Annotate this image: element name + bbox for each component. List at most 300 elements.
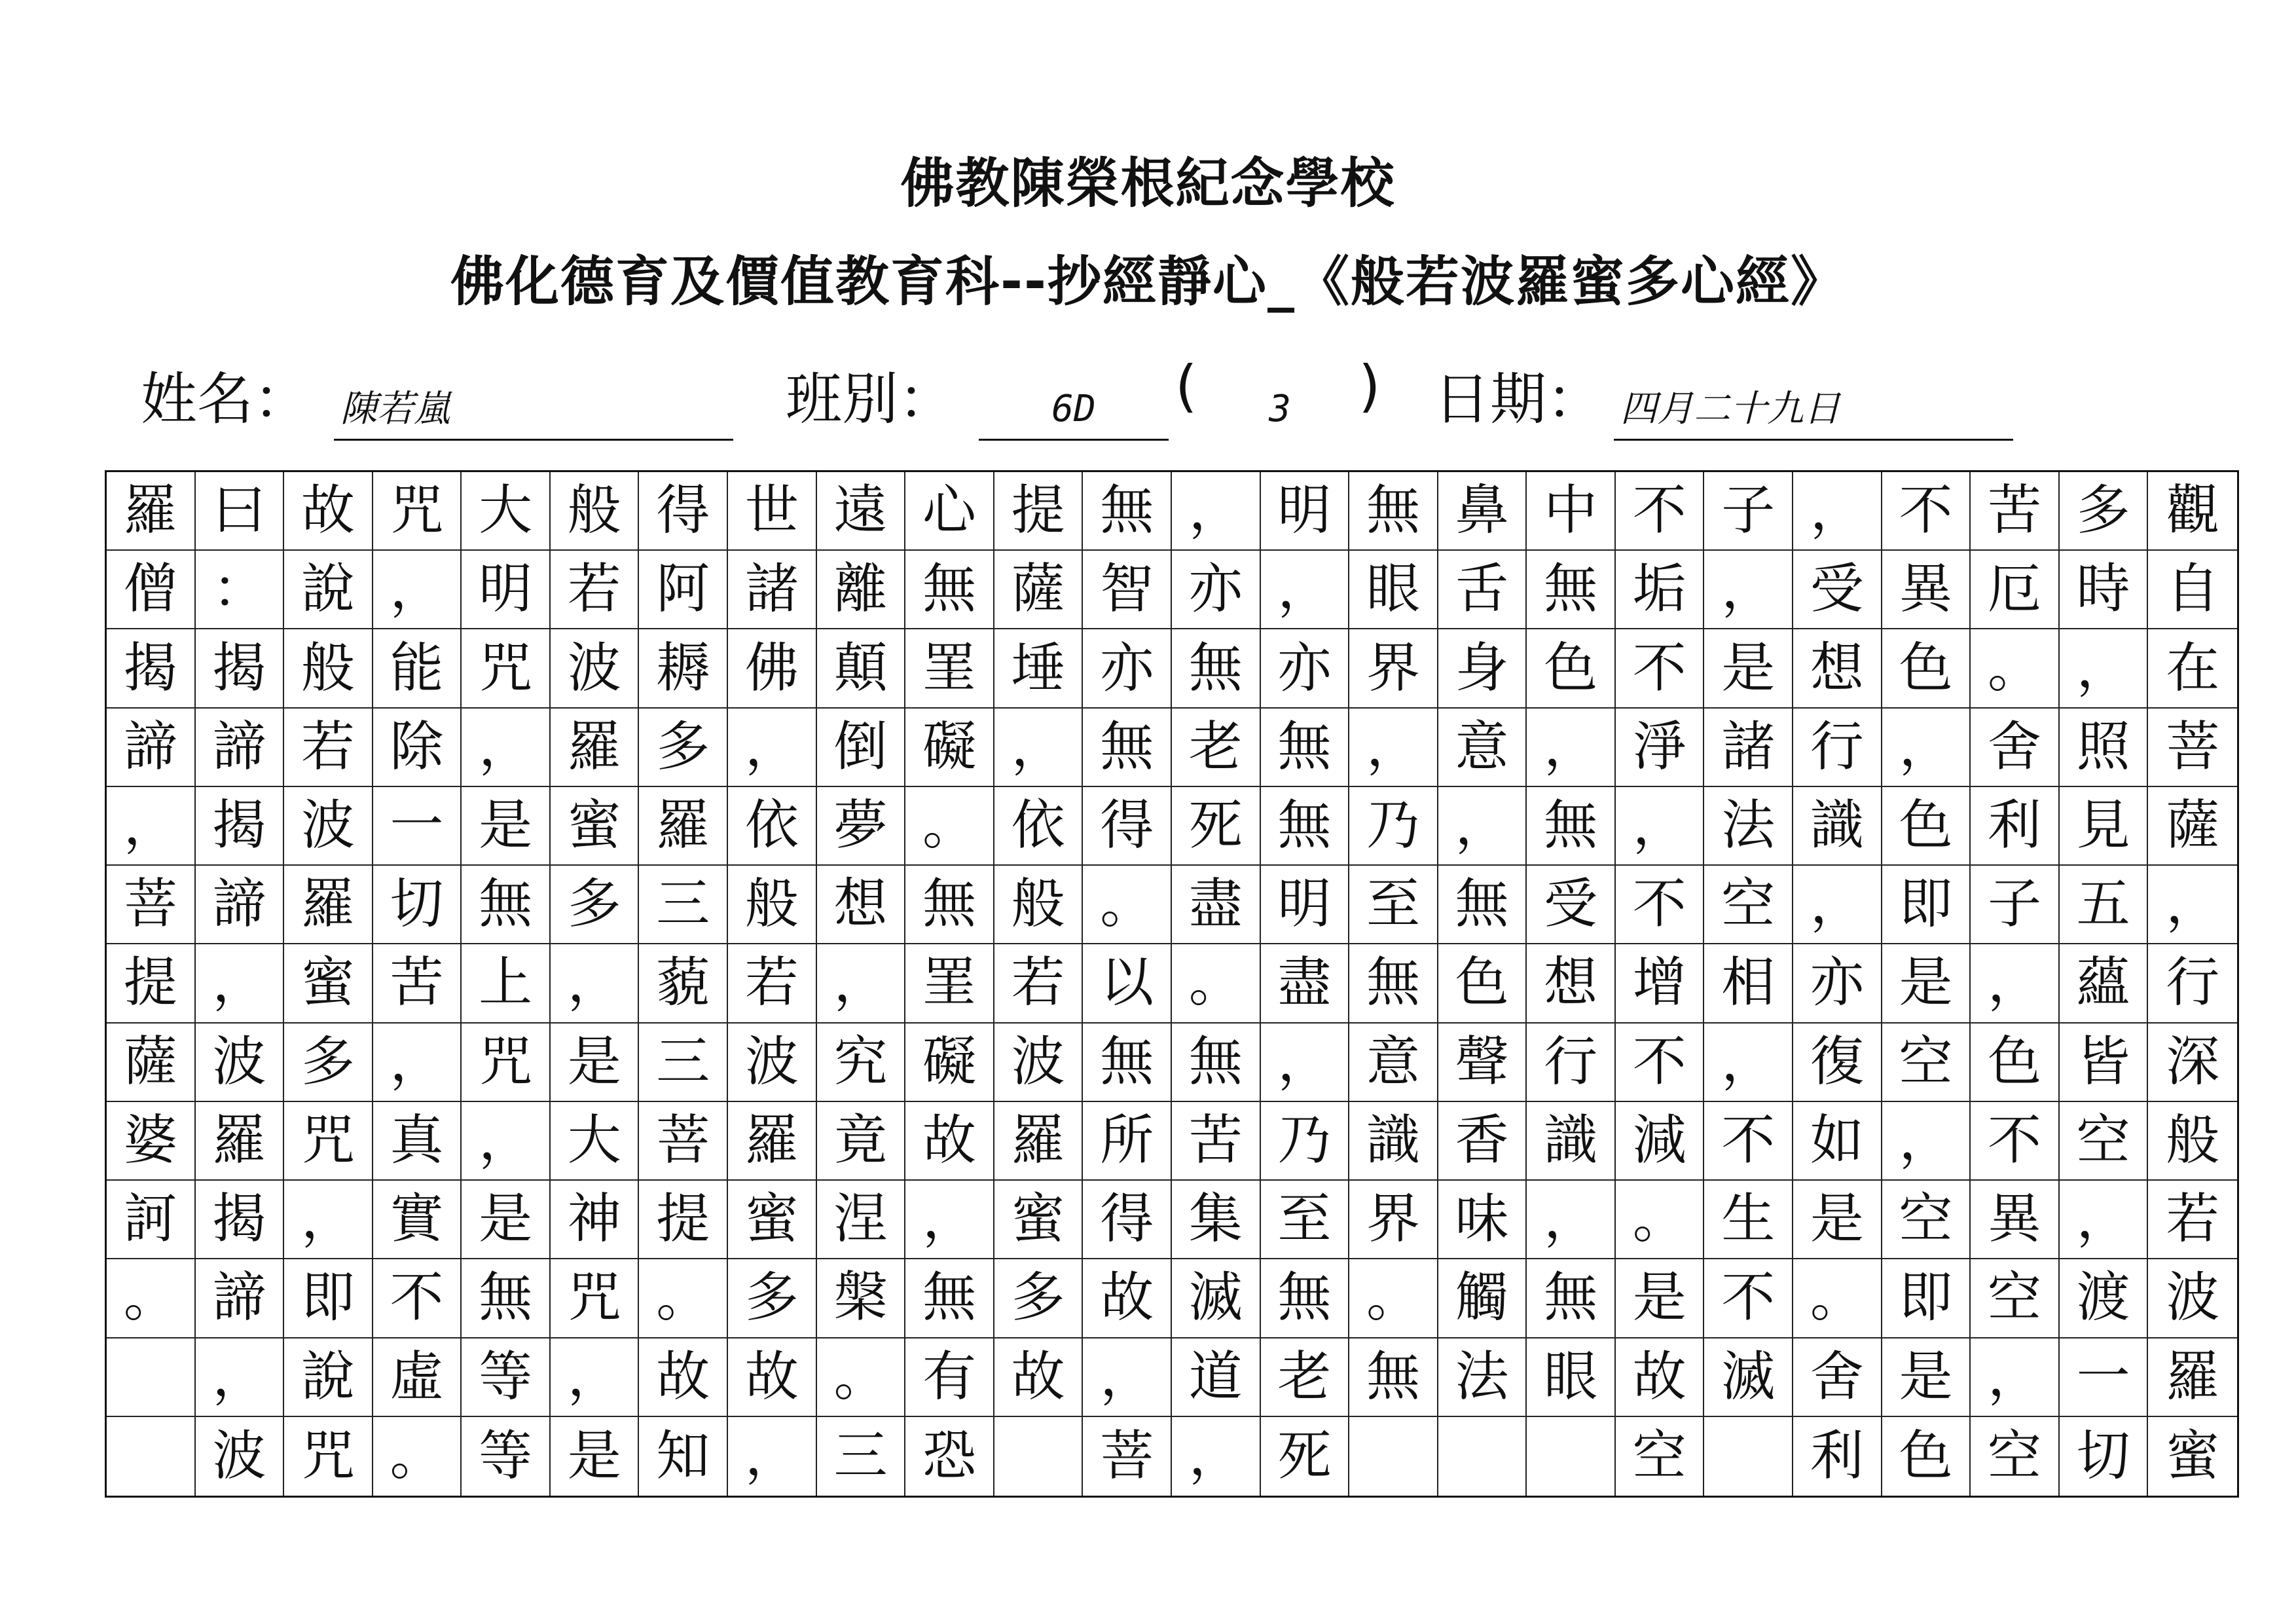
grid-cell: 渡 <box>2060 1259 2149 1338</box>
grid-cell: 空 <box>1971 1259 2060 1338</box>
grid-cell: 若 <box>551 551 640 629</box>
grid-cell: 阿 <box>639 551 728 629</box>
grid-cell: 故 <box>284 472 373 551</box>
grid-cell: 等 <box>462 1417 551 1496</box>
grid-cell: 。 <box>1793 1259 1882 1338</box>
grid-cell: 眼 <box>1349 551 1438 629</box>
grid-cell: 波 <box>196 1417 285 1496</box>
grid-cell: 羅 <box>2148 1338 2237 1417</box>
grid-cell: 至 <box>1349 866 1438 944</box>
grid-cell: 揭 <box>196 787 285 866</box>
grid-cell: 離 <box>817 551 906 629</box>
grid-cell: 識 <box>1793 787 1882 866</box>
grid-cell: 不 <box>1971 1102 2060 1181</box>
grid-cell: ， <box>1704 551 1793 629</box>
grid-cell: 故 <box>1083 1259 1172 1338</box>
grid-cell: 羅 <box>196 1102 285 1181</box>
grid-cell: 。 <box>1971 629 2060 708</box>
grid-cell: 生 <box>1704 1181 1793 1259</box>
grid-cell: ， <box>107 787 196 866</box>
grid-cell: 般 <box>728 866 817 944</box>
grid-cell: 依 <box>728 787 817 866</box>
grid-cell: 利 <box>1793 1417 1882 1496</box>
grid-cell: 聲 <box>1438 1024 1527 1102</box>
grid-cell: 無 <box>1527 551 1616 629</box>
grid-cell: 故 <box>1616 1338 1705 1417</box>
grid-cell: ， <box>1172 472 1261 551</box>
grid-cell: 蜜 <box>551 787 640 866</box>
grid-cell: ， <box>728 709 817 787</box>
grid-cell: 無 <box>1438 866 1527 944</box>
grid-cell: 心 <box>905 472 994 551</box>
grid-cell: 得 <box>1083 787 1172 866</box>
grid-cell: 五 <box>2060 866 2149 944</box>
grid-cell: 波 <box>994 1024 1084 1102</box>
grid-cell: 故 <box>905 1102 994 1181</box>
grid-cell: 復 <box>1793 1024 1882 1102</box>
grid-cell <box>1349 1417 1438 1496</box>
grid-cell: 切 <box>2060 1417 2149 1496</box>
grid-cell: ， <box>2060 629 2149 708</box>
grid-cell: 亦 <box>1793 944 1882 1023</box>
grid-cell: 識 <box>1349 1102 1438 1181</box>
grid-cell: 槃 <box>817 1259 906 1338</box>
grid-cell: 不 <box>1616 1024 1705 1102</box>
grid-cell: 是 <box>1704 629 1793 708</box>
grid-cell: 無 <box>1349 944 1438 1023</box>
grid-cell: ， <box>551 1338 640 1417</box>
grid-cell: 提 <box>639 1181 728 1259</box>
grid-cell: 若 <box>728 944 817 1023</box>
grid-cell: 提 <box>994 472 1084 551</box>
grid-cell: 苦 <box>1971 472 2060 551</box>
grid-cell: 受 <box>1793 551 1882 629</box>
grid-cell: 故 <box>728 1338 817 1417</box>
grid-cell: 說 <box>284 1338 373 1417</box>
grid-cell: ， <box>1793 472 1882 551</box>
grid-cell: 罣 <box>905 629 994 708</box>
grid-cell: 行 <box>1793 709 1882 787</box>
class-number-field[interactable]: 3 <box>1269 388 1291 430</box>
grid-cell: 在 <box>2148 629 2237 708</box>
form-row <box>0 354 2296 432</box>
grid-cell: 受 <box>1527 866 1616 944</box>
grid-cell: ， <box>1083 1338 1172 1417</box>
grid-cell: 蜜 <box>2166 1424 2220 1487</box>
grid-cell: 厄 <box>1971 551 2060 629</box>
grid-cell: 即 <box>1882 1259 1971 1338</box>
grid-cell: 蘊 <box>2060 944 2149 1023</box>
grid-cell: 滅 <box>1704 1338 1793 1417</box>
grid-cell: 實 <box>373 1181 462 1259</box>
grid-cell: 能 <box>373 629 462 708</box>
grid-cell: 僧 <box>107 551 196 629</box>
grid-cell: 舌 <box>1438 551 1527 629</box>
grid-cell: 。 <box>905 787 994 866</box>
grid-cell: 無 <box>1172 1024 1261 1102</box>
grid-cell: 色 <box>1882 787 1971 866</box>
grid-cell: 波 <box>728 1024 817 1102</box>
grid-cell: 法 <box>1704 787 1793 866</box>
grid-cell: 世 <box>728 472 817 551</box>
grid-cell: 多 <box>284 1024 373 1102</box>
grid-cell: 死 <box>1261 1417 1350 1496</box>
grid-cell: 薩 <box>994 551 1084 629</box>
grid-cell: 羅 <box>284 866 373 944</box>
grid-cell: 若 <box>284 709 373 787</box>
grid-cell: 夢 <box>817 787 906 866</box>
grid-cell: 色 <box>1971 1024 2060 1102</box>
grid-cell: 菩 <box>1083 1417 1172 1496</box>
grid-cell: 無 <box>1527 1259 1616 1338</box>
grid-cell: 行 <box>1527 1024 1616 1102</box>
grid-cell: 是 <box>551 1417 640 1496</box>
grid-cell: 集 <box>1172 1181 1261 1259</box>
grid-cell: 無 <box>462 866 551 944</box>
grid-cell: 得 <box>639 472 728 551</box>
grid-cell: ， <box>1793 866 1882 944</box>
grid-cell: 故 <box>994 1338 1084 1417</box>
grid-cell: 是 <box>1793 1181 1882 1259</box>
grid-cell: 涅 <box>817 1181 906 1259</box>
grid-cell: 般 <box>284 629 373 708</box>
grid-cell: 諦 <box>107 709 196 787</box>
date-label: 日期： <box>1434 367 1603 432</box>
grid-cell: 香 <box>1438 1102 1527 1181</box>
grid-cell: 不 <box>373 1259 462 1338</box>
grid-cell: ， <box>994 709 1084 787</box>
grid-cell: 咒 <box>373 472 462 551</box>
grid-cell: 切 <box>373 866 462 944</box>
grid-cell: ， <box>905 1181 994 1259</box>
grid-cell: 三 <box>639 1024 728 1102</box>
grid-cell: 法 <box>1438 1338 1527 1417</box>
grid-cell: 不 <box>1704 1102 1793 1181</box>
grid-cell: 礙 <box>905 1024 994 1102</box>
grid-cell: 無 <box>905 866 994 944</box>
grid-cell: 多 <box>994 1259 1084 1338</box>
grid-cell: 是 <box>462 787 551 866</box>
grid-cell: 道 <box>1172 1338 1261 1417</box>
grid-cell: 咒 <box>284 1102 373 1181</box>
grid-cell: 咒 <box>462 1024 551 1102</box>
grid-cell: 菩 <box>2148 709 2237 787</box>
grid-cell: 薩 <box>107 1024 196 1102</box>
grid-cell: 無 <box>1261 709 1350 787</box>
grid-cell: 色 <box>1882 1417 1971 1496</box>
grid-cell <box>107 1417 196 1496</box>
number-open-paren: ( <box>1175 354 1197 419</box>
grid-cell: 遠 <box>817 472 906 551</box>
grid-cell: ， <box>817 944 906 1023</box>
grid-cell: 即 <box>284 1259 373 1338</box>
grid-cell: 所 <box>1083 1102 1172 1181</box>
grid-cell: 意 <box>1349 1024 1438 1102</box>
grid-cell: 空 <box>1882 1024 1971 1102</box>
grid-cell: 淨 <box>1616 709 1705 787</box>
grid-cell: 亦 <box>1172 551 1261 629</box>
grid-cell: ， <box>551 944 640 1023</box>
grid-cell: 舍 <box>1971 709 2060 787</box>
grid-cell: 身 <box>1438 629 1527 708</box>
grid-cell: 般 <box>551 472 640 551</box>
grid-cell: 是 <box>1882 944 1971 1023</box>
number-close-paren: ) <box>1358 354 1381 419</box>
grid-cell: 皆 <box>2060 1024 2149 1102</box>
grid-cell: 倒 <box>817 709 906 787</box>
grid-cell: 是 <box>462 1181 551 1259</box>
grid-cell: 空 <box>1616 1417 1705 1496</box>
grid-cell: ， <box>1882 1102 1971 1181</box>
grid-cell: ， <box>196 1338 285 1417</box>
grid-cell: 至 <box>1261 1181 1350 1259</box>
grid-cell: 無 <box>905 1259 994 1338</box>
grid-cell: 菩 <box>639 1102 728 1181</box>
grid-cell: 佛 <box>728 629 817 708</box>
grid-cell: 亦 <box>1261 629 1350 708</box>
name-label: 姓名： <box>141 367 310 432</box>
grid-cell: 神 <box>551 1181 640 1259</box>
grid-cell: 老 <box>1172 709 1261 787</box>
grid-cell: 波 <box>196 1024 285 1102</box>
grid-cell: ， <box>1971 1338 2060 1417</box>
grid-cell: 舍 <box>1793 1338 1882 1417</box>
grid-cell: 。 <box>1172 944 1261 1023</box>
grid-cell: ， <box>1704 1024 1793 1102</box>
grid-cell: ， <box>1261 551 1350 629</box>
grid-cell: 菩 <box>107 866 196 944</box>
grid-cell: 觀 <box>2148 472 2237 551</box>
grid-cell: 羅 <box>107 472 196 551</box>
grid-cell: 羅 <box>639 787 728 866</box>
grid-cell: 空 <box>1704 866 1793 944</box>
grid-cell: 蜜 <box>728 1181 817 1259</box>
grid-cell: 子 <box>1704 472 1793 551</box>
grid-cell: 諦 <box>196 709 285 787</box>
grid-cell: ， <box>1882 709 1971 787</box>
grid-cell: 波 <box>551 629 640 708</box>
grid-cell: 乃 <box>1261 1102 1350 1181</box>
subject-title: 佛化德育及價值教育科--抄經靜心_《般若波羅蜜多心經》 <box>450 251 1846 313</box>
grid-cell: 異 <box>1971 1181 2060 1259</box>
grid-cell <box>107 1338 196 1417</box>
grid-cell: 智 <box>1083 551 1172 629</box>
grid-cell: 界 <box>1349 1181 1438 1259</box>
grid-cell: 一 <box>373 787 462 866</box>
grid-cell: 波 <box>284 787 373 866</box>
grid-cell: 即 <box>1882 866 1971 944</box>
school-title: 佛教陳榮根紀念學校 <box>900 153 1396 215</box>
grid-cell: ： <box>196 551 285 629</box>
grid-cell: 增 <box>1616 944 1705 1023</box>
grid-cell: 。 <box>817 1338 906 1417</box>
grid-cell: 是 <box>1616 1259 1705 1338</box>
grid-cell: 得 <box>1083 1181 1172 1259</box>
grid-cell: ， <box>1616 787 1705 866</box>
grid-cell: 是 <box>551 1024 640 1102</box>
grid-cell: 蜜 <box>284 944 373 1023</box>
grid-cell: 死 <box>1172 787 1261 866</box>
grid-cell: 無 <box>1172 629 1261 708</box>
grid-cell: 婆 <box>107 1102 196 1181</box>
grid-cell: 多 <box>728 1259 817 1338</box>
grid-cell: ， <box>284 1181 373 1259</box>
grid-cell: 恐 <box>905 1417 994 1496</box>
grid-cell: 無 <box>1349 472 1438 551</box>
date-field[interactable]: 四月二十九日 <box>1614 373 2013 441</box>
grid-cell: 無 <box>1261 1259 1350 1338</box>
grid-cell: 明 <box>462 551 551 629</box>
grid-cell: 三 <box>639 866 728 944</box>
grid-cell: 苦 <box>373 944 462 1023</box>
grid-cell: 若 <box>2148 1181 2237 1259</box>
grid-cell: 不 <box>1616 472 1705 551</box>
grid-cell: 想 <box>817 866 906 944</box>
grid-cell: 鼻 <box>1438 472 1527 551</box>
class-label: 班別： <box>786 367 955 432</box>
grid-cell: 照 <box>2060 709 2149 787</box>
grid-cell: 有 <box>905 1338 994 1417</box>
grid-cell: 無 <box>1261 787 1350 866</box>
grid-cell: 耨 <box>639 629 728 708</box>
grid-cell: 多 <box>2060 472 2149 551</box>
grid-cell: 羅 <box>994 1102 1084 1181</box>
grid-cell: 乃 <box>1349 787 1438 866</box>
grid-cell: 真 <box>373 1102 462 1181</box>
grid-cell: 揭 <box>196 629 285 708</box>
grid-cell: 如 <box>1793 1102 1882 1181</box>
grid-cell: 苦 <box>1172 1102 1261 1181</box>
grid-cell: 揭 <box>196 1181 285 1259</box>
grid-cell: 大 <box>462 472 551 551</box>
grid-cell: 滅 <box>1172 1259 1261 1338</box>
grid-cell: 若 <box>994 944 1084 1023</box>
grid-cell: 無 <box>462 1259 551 1338</box>
grid-cell: 波 <box>2148 1259 2237 1338</box>
grid-cell: 是 <box>1882 1338 1971 1417</box>
grid-cell: 意 <box>1438 709 1527 787</box>
grid-cell: 咒 <box>284 1417 373 1496</box>
grid-cell: 。 <box>373 1417 462 1496</box>
grid-cell: 說 <box>284 551 373 629</box>
grid-cell: 曰 <box>196 472 285 551</box>
name-field[interactable]: 陳若嵐 <box>334 373 733 441</box>
grid-cell: 一 <box>2060 1338 2149 1417</box>
grid-cell: ， <box>1971 944 2060 1023</box>
grid-cell: 諦 <box>196 1259 285 1338</box>
grid-cell: 亦 <box>1083 629 1172 708</box>
grid-cell: 盡 <box>1172 866 1261 944</box>
grid-cell: 訶 <box>107 1181 196 1259</box>
grid-cell: 顛 <box>817 629 906 708</box>
grid-cell: ， <box>1438 787 1527 866</box>
grid-cell: 諸 <box>1704 709 1793 787</box>
grid-cell: 識 <box>1527 1102 1616 1181</box>
grid-cell: 減 <box>1616 1102 1705 1181</box>
grid-cell: 時 <box>2060 551 2149 629</box>
grid-cell: 般 <box>2148 1102 2237 1181</box>
grid-cell: 明 <box>1261 472 1350 551</box>
grid-cell: 多 <box>639 709 728 787</box>
grid-cell: ， <box>462 1102 551 1181</box>
grid-cell: 三 <box>817 1417 906 1496</box>
grid-cell: 大 <box>551 1102 640 1181</box>
grid-cell: 色 <box>1527 629 1616 708</box>
grid-cell: 自 <box>2148 551 2237 629</box>
grid-cell: 羅 <box>728 1102 817 1181</box>
grid-cell: 不 <box>1882 472 1971 551</box>
grid-cell: 薩 <box>2148 787 2237 866</box>
grid-cell: ， <box>373 551 462 629</box>
grid-cell: 無 <box>1083 709 1172 787</box>
grid-cell: 界 <box>1349 629 1438 708</box>
grid-cell: 不 <box>1616 629 1705 708</box>
grid-cell <box>1704 1417 1793 1496</box>
grid-cell: 無 <box>905 551 994 629</box>
grid-cell: 無 <box>1349 1338 1438 1417</box>
grid-cell: 埵 <box>994 629 1084 708</box>
grid-cell <box>1438 1417 1527 1496</box>
grid-cell: 除 <box>373 709 462 787</box>
grid-cell: 不 <box>1616 866 1705 944</box>
grid-cell: 色 <box>1438 944 1527 1023</box>
grid-cell: 蜜 <box>994 1181 1084 1259</box>
grid-cell: 異 <box>1882 551 1971 629</box>
grid-cell: 虛 <box>373 1338 462 1417</box>
grid-cell: ， <box>462 709 551 787</box>
grid-cell: 行 <box>2148 944 2237 1023</box>
grid-cell: 藐 <box>639 944 728 1023</box>
grid-cell: 般 <box>994 866 1084 944</box>
grid-cell: 無 <box>1083 1024 1172 1102</box>
grid-cell: 竟 <box>817 1102 906 1181</box>
grid-cell: ， <box>2060 1181 2149 1259</box>
grid-cell: 。 <box>639 1259 728 1338</box>
grid-cell: 利 <box>1971 787 2060 866</box>
grid-cell: 礙 <box>905 709 994 787</box>
grid-cell: 味 <box>1438 1181 1527 1259</box>
grid-cell: ， <box>196 944 285 1023</box>
grid-cell: 依 <box>994 787 1084 866</box>
grid-cell: 。 <box>1083 866 1172 944</box>
grid-cell: 眼 <box>1527 1338 1616 1417</box>
grid-cell: 空 <box>2060 1102 2149 1181</box>
grid-cell: 。 <box>1349 1259 1438 1338</box>
grid-cell: 咒 <box>462 629 551 708</box>
grid-cell: 相 <box>1704 944 1793 1023</box>
grid-cell: 咒 <box>551 1259 640 1338</box>
grid-cell: 以 <box>1083 944 1172 1023</box>
grid-cell: 色 <box>1882 629 1971 708</box>
grid-cell: 深 <box>2148 1024 2237 1102</box>
sutra-copy-grid <box>105 470 2239 1498</box>
grid-cell: 等 <box>462 1338 551 1417</box>
grid-cell: 明 <box>1261 866 1350 944</box>
class-field[interactable]: 6D <box>979 373 1169 441</box>
grid-cell: 諦 <box>196 866 285 944</box>
grid-cell: 揭 <box>107 629 196 708</box>
grid-cell <box>1527 1417 1616 1496</box>
grid-cell: 知 <box>639 1417 728 1496</box>
grid-cell: 諸 <box>728 551 817 629</box>
grid-cell: 不 <box>1704 1259 1793 1338</box>
grid-cell: ， <box>1527 1181 1616 1259</box>
grid-cell: ， <box>1349 709 1438 787</box>
grid-cell: 故 <box>639 1338 728 1417</box>
grid-cell: ， <box>2148 866 2237 944</box>
grid-cell: 。 <box>107 1259 196 1338</box>
grid-cell: 垢 <box>1616 551 1705 629</box>
